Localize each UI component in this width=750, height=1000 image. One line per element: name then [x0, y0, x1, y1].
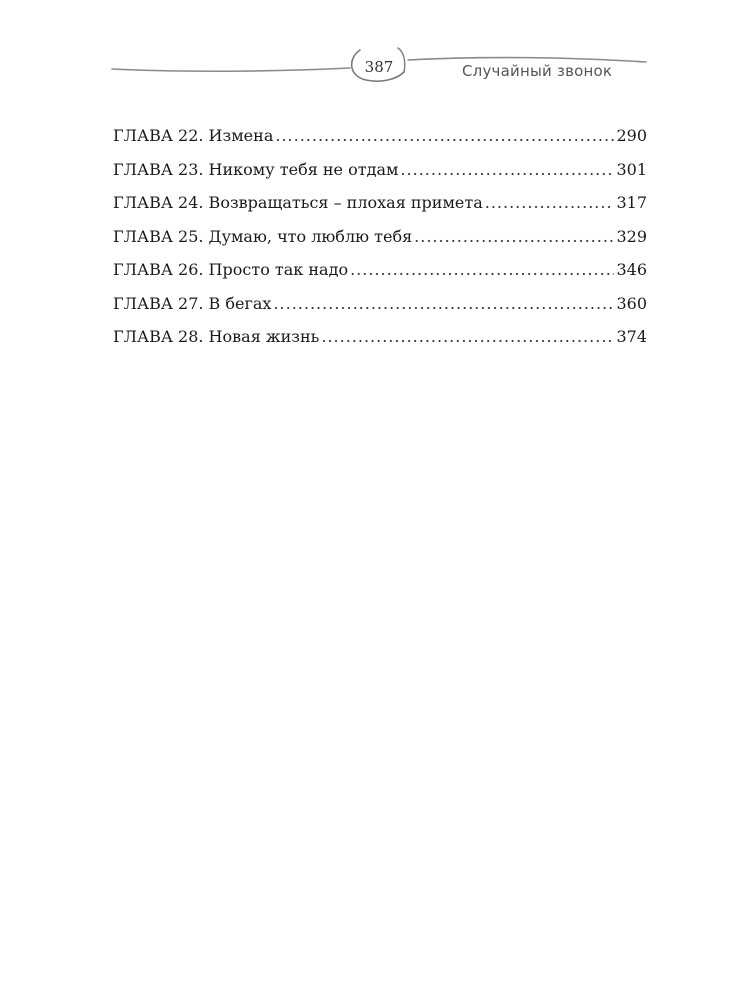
- toc-entry-page: 317: [616, 193, 647, 212]
- toc-entry: [113, 193, 647, 227]
- toc-entry-title: ГЛАВА 25. Думаю, что люблю тебя: [113, 226, 413, 246]
- dot-leader: [414, 227, 614, 246]
- running-title: Случайный звонок: [462, 62, 613, 80]
- toc-entry-page: 374: [616, 327, 647, 346]
- toc-entry-title: ГЛАВА 24. Возвращаться – плохая примета: [113, 193, 483, 212]
- dot-leader: [275, 126, 614, 145]
- dot-leader: [400, 160, 614, 179]
- toc-entry: [113, 160, 647, 194]
- dot-leader: [321, 327, 614, 346]
- page-number: 387: [364, 58, 394, 76]
- dot-leader: [485, 193, 615, 212]
- toc-entry: [113, 294, 647, 328]
- toc-entry-title: ГЛАВА 27. В бегах: [113, 293, 272, 313]
- toc-entry: [113, 327, 647, 361]
- toc-entry-title: ГЛАВА 23. Никому тебя не отдам: [113, 159, 399, 179]
- toc-entry: [113, 260, 647, 294]
- toc-entry-page: 329: [616, 226, 647, 246]
- toc-entry-title: ГЛАВА 22. Измена: [113, 126, 274, 145]
- toc-entry-title: ГЛАВА 28. Новая жизнь: [113, 327, 320, 346]
- table-of-contents: [113, 126, 647, 361]
- toc-entry-page: 290: [616, 126, 647, 145]
- toc-entry: [113, 227, 647, 261]
- dot-leader: [350, 260, 614, 279]
- toc-entry: [113, 126, 647, 160]
- toc-entry-page: 346: [616, 260, 647, 279]
- dot-leader: [273, 294, 614, 313]
- toc-entry-page: 301: [616, 159, 647, 179]
- toc-entry-title: ГЛАВА 26. Просто так надо: [113, 260, 349, 279]
- page-header: [0, 40, 750, 100]
- toc-entry-page: 360: [616, 293, 647, 313]
